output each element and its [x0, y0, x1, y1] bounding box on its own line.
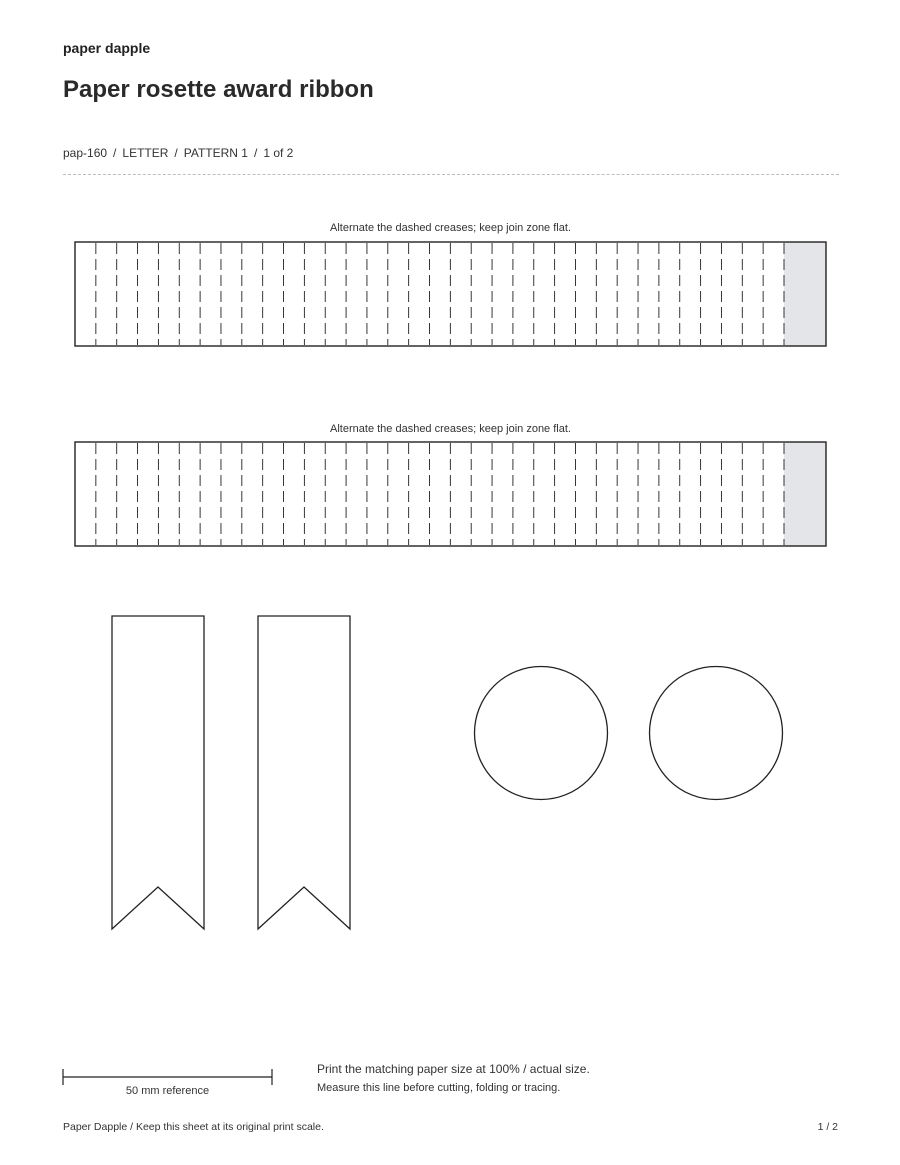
page-number: 1 / 2 [817, 1121, 838, 1133]
breadcrumb-separator: / [174, 146, 178, 160]
center-disc [475, 667, 608, 800]
breadcrumb [63, 146, 293, 160]
breadcrumb-pattern: PATTERN 1 [183, 146, 248, 160]
strip-caption: Alternate the dashed creases; keep join zone flat. [330, 423, 571, 435]
scale-reference-bar [62, 1068, 273, 1086]
breadcrumb-code: pap-160 [63, 146, 108, 160]
breadcrumb-separator: / [113, 146, 117, 160]
pleat-strip [74, 441, 827, 547]
scale-reference-label: 50 mm reference [125, 1085, 210, 1097]
page-title: Paper rosette award ribbon [63, 76, 374, 103]
measure-instruction: Measure this line before cutting, folding or tracing. [317, 1082, 561, 1094]
strip-caption: Alternate the dashed creases; keep join zone flat. [330, 222, 571, 234]
breadcrumb-paper: LETTER [122, 146, 169, 160]
header-divider [63, 174, 839, 175]
breadcrumb-sheet: 1 of 2 [263, 146, 294, 160]
ribbon-tail [112, 616, 204, 929]
brand-name: paper dapple [63, 40, 151, 56]
breadcrumb-separator: / [253, 146, 258, 160]
footer-text: Paper Dapple / Keep this sheet at its original print scale. [63, 1121, 324, 1133]
pleat-strip [74, 241, 827, 347]
join-zone [784, 442, 826, 546]
rosette-parts [0, 600, 900, 940]
print-instruction: Print the matching paper size at 100% / actual size. [317, 1062, 590, 1076]
join-zone [784, 242, 826, 346]
ribbon-tail [258, 616, 350, 929]
center-disc [650, 667, 783, 800]
